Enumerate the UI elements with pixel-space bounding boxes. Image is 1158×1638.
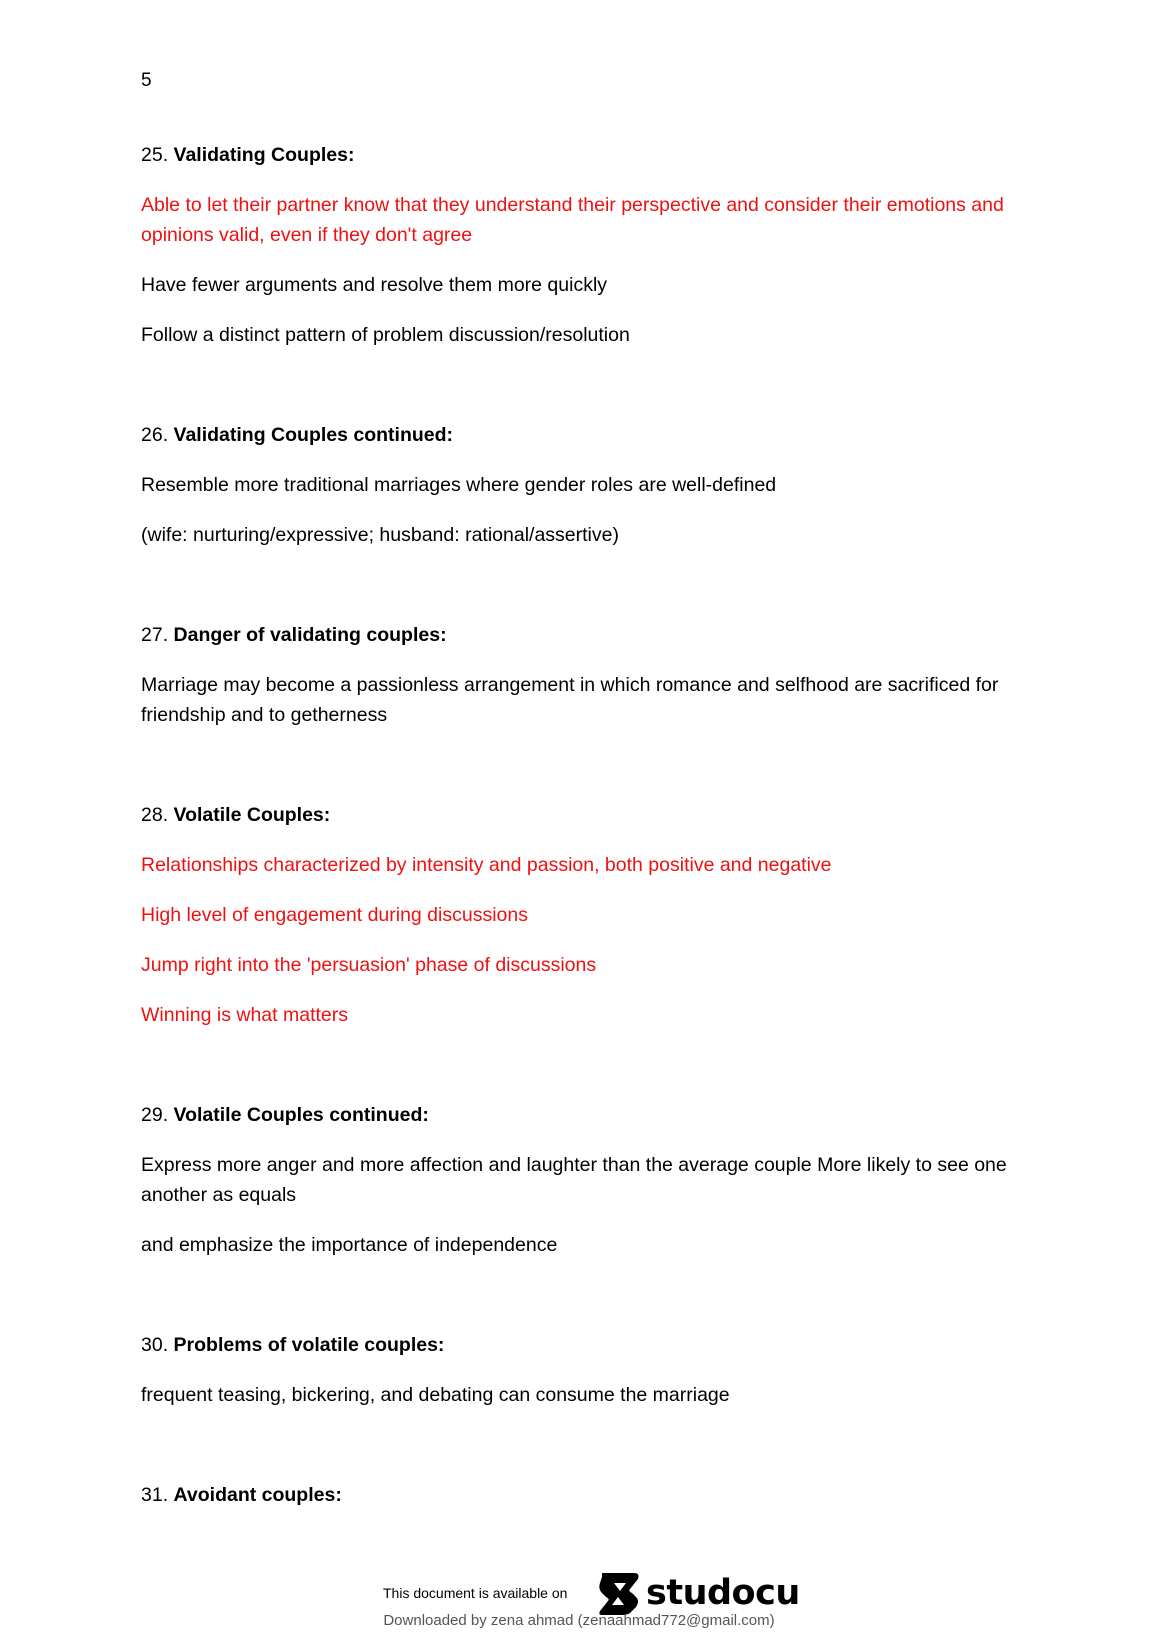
section-paragraph: Follow a distinct pattern of problem discussion/resolution xyxy=(141,324,630,346)
section-title: Validating Couples continued: xyxy=(173,424,454,446)
section-heading xyxy=(141,420,1021,450)
section-item xyxy=(141,800,1021,1030)
section-item xyxy=(141,1330,1021,1410)
section-number: 25. xyxy=(141,144,169,166)
section-paragraph: Relationships characterized by intensity and passion, both positive and negative xyxy=(141,854,832,876)
section-item xyxy=(141,1480,1021,1510)
section-title: Problems of volatile couples: xyxy=(173,1334,445,1356)
section-number: 28. xyxy=(141,804,169,826)
section-title: Volatile Couples: xyxy=(173,804,331,826)
section-number: 31. xyxy=(141,1484,169,1506)
studocu-logo[interactable] xyxy=(596,1568,800,1618)
section-paragraph: Marriage may become a passionless arrangement in which romance and selfhood are sacrificed for friendship and to getherness xyxy=(141,674,999,726)
section-paragraph: Express more anger and more affection and laughter than the average couple More likely to see one another as equals xyxy=(141,1154,1007,1206)
available-on-text: This document is available on xyxy=(383,1585,568,1601)
section-heading xyxy=(141,800,1021,830)
page-number: 5 xyxy=(141,70,152,91)
document-body xyxy=(141,140,1021,1580)
section-item xyxy=(141,620,1021,730)
section-paragraph: High level of engagement during discussions xyxy=(141,904,528,926)
studocu-logo-text: studocu xyxy=(646,1573,800,1613)
section-number: 27. xyxy=(141,624,169,646)
section-title: Volatile Couples continued: xyxy=(173,1104,429,1126)
section-number: 29. xyxy=(141,1104,169,1126)
section-item xyxy=(141,1100,1021,1260)
section-paragraph: Able to let their partner know that they understand their perspective and consider their emotions and opinions valid, even if they don't agree xyxy=(141,194,1004,246)
section-paragraph: Have fewer arguments and resolve them more quickly xyxy=(141,274,608,296)
section-heading xyxy=(141,1480,1021,1510)
section-title: Danger of validating couples: xyxy=(173,624,447,646)
section-heading xyxy=(141,1330,1021,1360)
studocu-logo-icon xyxy=(596,1569,642,1617)
section-paragraph: Resemble more traditional marriages where gender roles are well-defined xyxy=(141,474,777,496)
section-item xyxy=(141,140,1021,350)
footer xyxy=(0,1568,1158,1638)
section-heading xyxy=(141,140,1021,170)
section-heading xyxy=(141,1100,1021,1130)
downloaded-by-text: Downloaded by zena ahmad (zenaahmad772@gmail.com) xyxy=(383,1612,775,1629)
section-number: 30. xyxy=(141,1334,169,1356)
section-paragraph: (wife: nurturing/expressive; husband: rational/assertive) xyxy=(141,524,619,546)
section-paragraph: frequent teasing, bickering, and debating can consume the marriage xyxy=(141,1384,730,1406)
section-paragraph: Winning is what matters xyxy=(141,1004,348,1026)
section-number: 26. xyxy=(141,424,169,446)
section-title: Validating Couples: xyxy=(173,144,355,166)
section-paragraph: and emphasize the importance of independence xyxy=(141,1234,558,1256)
section-paragraph: Jump right into the 'persuasion' phase of discussions xyxy=(141,954,597,976)
section-heading xyxy=(141,620,1021,650)
section-item xyxy=(141,420,1021,550)
section-title: Avoidant couples: xyxy=(173,1484,342,1506)
